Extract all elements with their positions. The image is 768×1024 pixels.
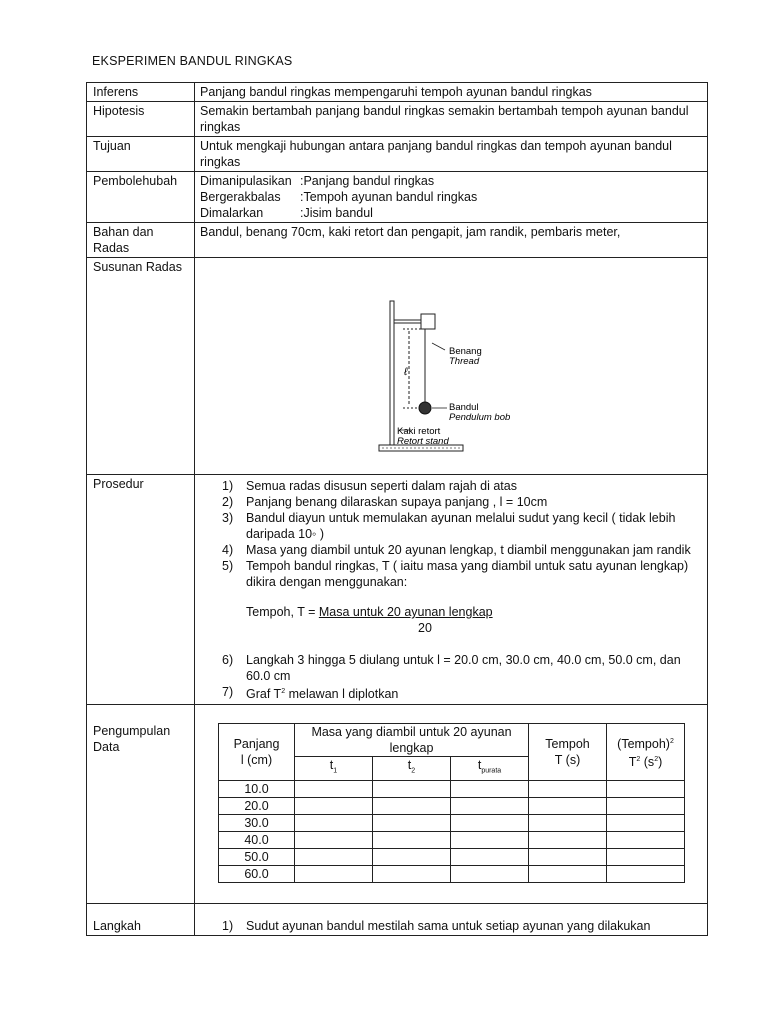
t2-cell (373, 797, 451, 814)
period-cell (529, 831, 607, 848)
step-number: 5) (222, 559, 234, 573)
label-tujuan: Tujuan (87, 137, 195, 172)
step-text: Bandul diayun untuk memulakan ayunan melalui sudut yang kecil ( tidak lebih daripada 10◦ ) (246, 511, 676, 541)
tpurata-cell (451, 831, 529, 848)
tpurata-cell (451, 814, 529, 831)
label-bob: Pendulum bob (449, 412, 511, 423)
variable-key: Dimanipulasikan (200, 174, 292, 188)
procedure-step (200, 652, 702, 684)
text-bahan: Bandul, benang 70cm, kaki retort dan pengapit, jam randik, pembaris meter, (195, 223, 708, 258)
procedure-step (200, 510, 702, 542)
variable-value: :Tempoh ayunan bandul ringkas (300, 190, 478, 204)
procedure-list-cont (200, 652, 702, 702)
formula-denominator: 20 (418, 621, 432, 635)
length-cell: 50.0 (219, 848, 295, 865)
header-tempoh-unit: T (s) (554, 752, 581, 767)
formula-lhs: Tempoh, T = (246, 605, 319, 619)
step-number: 7) (222, 685, 234, 699)
t2-cell (373, 848, 451, 865)
pendulum-diagram (195, 258, 715, 470)
procedure-step (200, 684, 702, 702)
procedure-step (200, 494, 702, 510)
header-tpurata (451, 757, 529, 781)
length-symbol: ℓ (404, 366, 408, 378)
step-text: Semua radas disusun seperti dalam rajah di atas (246, 479, 517, 493)
header-tempoh-squared (607, 724, 685, 781)
length-cell: 40.0 (219, 831, 295, 848)
label-bandul: Bandul (449, 402, 479, 413)
variable-constant (200, 205, 702, 221)
variable-value: :Panjang bandul ringkas (300, 174, 435, 188)
header-panjang-unit: l (cm) (240, 752, 273, 767)
t2-cell (373, 780, 451, 797)
header-sq-unit: T (628, 755, 637, 770)
t1-cell (295, 797, 373, 814)
step-text: melawan l diplotkan (285, 687, 399, 702)
thread-pointer (432, 343, 445, 350)
header-t2 (373, 757, 451, 781)
label-langkah: Langkah (87, 903, 195, 935)
row-bahan (87, 223, 708, 258)
data-collection-cell (195, 705, 708, 904)
header-t1-label: t (329, 758, 334, 773)
procedure-step (200, 542, 702, 558)
tpurata-cell (451, 780, 529, 797)
variable-key: Bergerakbalas (200, 190, 281, 204)
step-text: Tempoh bandul ringkas, T ( iaitu masa yang diambil untuk satu ayunan lengkap) dikira dengan menggunakan: (246, 559, 689, 589)
table-row (219, 814, 685, 831)
procedure-cell (195, 475, 708, 705)
period-sq-cell (607, 831, 685, 848)
period-cell (529, 865, 607, 882)
row-prosedur (87, 475, 708, 705)
label-prosedur: Prosedur (87, 475, 195, 705)
text-hipotesis: Semakin bertambah panjang bandul ringkas semakin bertambah tempoh ayunan bandul ringkas (195, 102, 708, 137)
header-t1 (295, 757, 373, 781)
variable-responding (200, 189, 702, 205)
experiment-table (86, 82, 708, 936)
precautions-cell (195, 903, 708, 935)
header-tp-label: t (477, 758, 482, 773)
row-susunan (87, 258, 708, 475)
tpurata-cell (451, 848, 529, 865)
variables-list (195, 172, 708, 223)
formula-numerator: Masa untuk 20 ayunan lengkap (318, 605, 493, 619)
row-pembolehubah (87, 172, 708, 223)
label-pengumpulan: Pengumpulan Data (87, 705, 195, 904)
header-tp-sub: purata (481, 767, 502, 775)
t1-cell (295, 780, 373, 797)
header-sq-sup: 2 (669, 737, 674, 745)
row-langkah (87, 903, 708, 935)
header-panjang-label: Panjang (233, 736, 280, 751)
step-number: 1) (222, 479, 234, 493)
variable-manipulated (200, 173, 702, 189)
label-pembolehubah: Pembolehubah (87, 172, 195, 223)
row-hipotesis (87, 102, 708, 137)
period-sq-cell (607, 814, 685, 831)
step-number: 4) (222, 543, 234, 557)
period-sq-cell (607, 848, 685, 865)
label-benang: Benang (449, 346, 482, 357)
period-cell (529, 848, 607, 865)
row-inferens (87, 83, 708, 102)
apparatus-cell (195, 258, 708, 475)
t1-cell (295, 848, 373, 865)
data-table-header (219, 724, 685, 757)
retort-rod (390, 301, 394, 445)
t1-cell (295, 865, 373, 882)
tpurata-cell (451, 865, 529, 882)
procedure-step (200, 478, 702, 494)
row-pengumpulan (87, 705, 708, 904)
label-inferens: Inferens (87, 83, 195, 102)
pendulum-bob (419, 402, 431, 414)
tpurata-cell (451, 797, 529, 814)
procedure-step (200, 558, 702, 590)
step-number: 1) (222, 918, 234, 933)
length-cell: 30.0 (219, 814, 295, 831)
period-sq-cell (607, 865, 685, 882)
step-text: Sudut ayunan bandul mestilah sama untuk setiap ayunan yang dilakukan (246, 918, 651, 933)
variable-key: Dimalarkan (200, 206, 264, 220)
period-sq-cell (607, 797, 685, 814)
label-kaki: Kaki retort (397, 426, 441, 437)
precaution-step (200, 918, 702, 934)
header-sq-label: (Tempoh) (617, 736, 670, 751)
step-number: 6) (222, 653, 234, 667)
header-t2-sub: 2 (411, 767, 416, 775)
header-sq-unit-mid: (s (640, 755, 655, 770)
t2-cell (373, 865, 451, 882)
label-bahan: Bahan dan Radas (87, 223, 195, 258)
label-thread: Thread (449, 356, 480, 367)
header-masa: Masa yang diambil untuk 20 ayunan lengkap (295, 724, 529, 757)
label-susunan: Susunan Radas (87, 258, 195, 475)
header-sq-unit-sup: 2 (636, 755, 641, 763)
step-text: Langkah 3 hingga 5 diulang untuk l = 20.0 cm, 30.0 cm, 40.0 cm, 50.0 cm, dan 60.0 cm (246, 653, 681, 683)
table-row (219, 797, 685, 814)
period-formula (200, 604, 702, 636)
t2-cell (373, 831, 451, 848)
header-panjang (219, 724, 295, 781)
period-sq-cell (607, 780, 685, 797)
t2-cell (373, 814, 451, 831)
label-stand: Retort stand (397, 436, 449, 447)
table-row (219, 848, 685, 865)
header-tempoh (529, 724, 607, 781)
precautions-list (200, 918, 702, 934)
header-t2-label: t (407, 758, 412, 773)
header-sq-unit-sup2: 2 (654, 755, 659, 763)
period-cell (529, 797, 607, 814)
header-t1-sub: 1 (333, 767, 338, 775)
header-tempoh-label: Tempoh (545, 736, 590, 751)
row-tujuan (87, 137, 708, 172)
length-cell: 10.0 (219, 780, 295, 797)
table-row (219, 865, 685, 882)
table-row (219, 831, 685, 848)
t1-cell (295, 831, 373, 848)
document-title: EKSPERIMEN BANDUL RINGKAS (92, 54, 293, 68)
label-hipotesis: Hipotesis (87, 102, 195, 137)
step-number: 3) (222, 511, 234, 525)
clamp-block (421, 314, 435, 329)
period-cell (529, 814, 607, 831)
procedure-list (200, 478, 702, 590)
text-tujuan: Untuk mengkaji hubungan antara panjang bandul ringkas dan tempoh ayunan bandul ringkas (195, 137, 708, 172)
header-sq-unit-post: ) (658, 755, 663, 770)
text-inferens: Panjang bandul ringkas mempengaruhi tempoh ayunan bandul ringkas (195, 83, 708, 102)
table-row (219, 780, 685, 797)
step-number: 2) (222, 495, 234, 509)
step-text: Masa yang diambil untuk 20 ayunan lengkap, t diambil menggunakan jam randik (246, 543, 691, 557)
step-superscript: 2 (281, 688, 286, 695)
data-table (218, 723, 685, 883)
length-cell: 20.0 (219, 797, 295, 814)
period-cell (529, 780, 607, 797)
step-text: Graf T (246, 687, 282, 702)
t1-cell (295, 814, 373, 831)
variable-value: :Jisim bandul (300, 206, 373, 220)
step-text: Panjang benang dilaraskan supaya panjang , l = 10cm (246, 495, 548, 509)
length-cell: 60.0 (219, 865, 295, 882)
